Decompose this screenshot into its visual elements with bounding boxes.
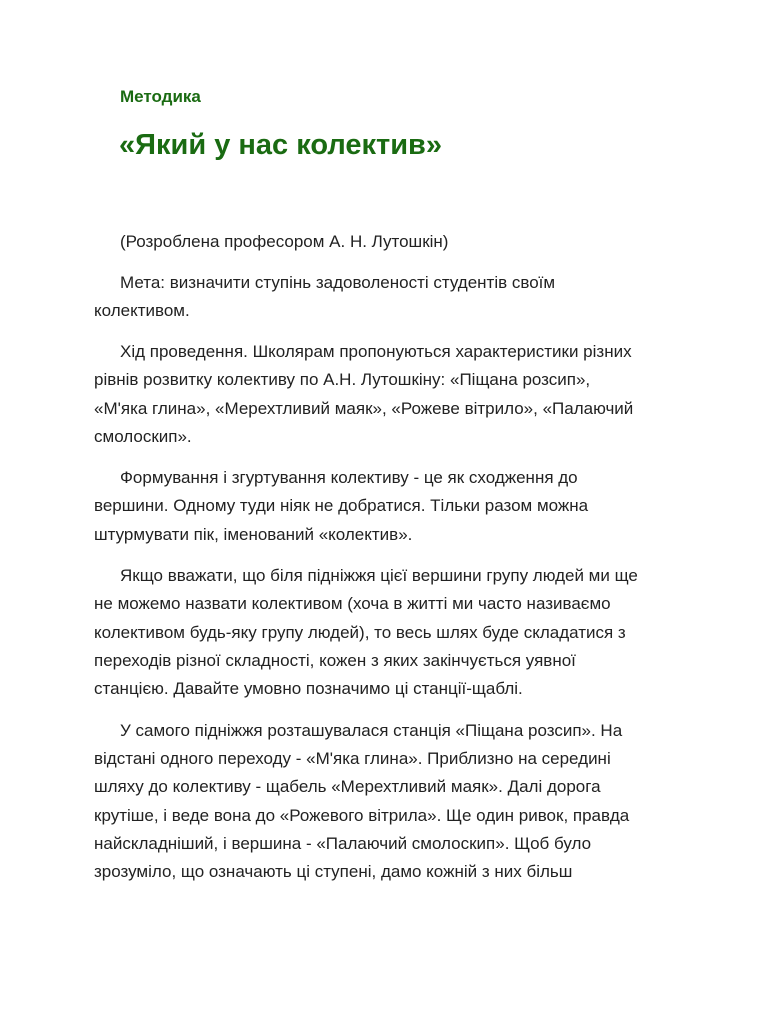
paragraph-line: Формування і згуртування колективу - це як сходження до xyxy=(120,468,578,487)
paragraph-line: «М'яка глина», «Мерехтливий маяк», «Рожеве вітрило», «Палаючий xyxy=(94,399,634,418)
author-note: (Розроблена професором А. Н. Лутошкін) xyxy=(120,232,449,251)
paragraph-line: переходів різної складності, кожен з яких закінчується уявної xyxy=(94,651,576,670)
paragraph-line: зрозуміло, що означають ці ступені, дамо кожній з них більш xyxy=(94,862,573,881)
paragraph-line: шляху до колективу - щабель «Мерехтливий маяк». Далі дорога xyxy=(94,777,601,796)
paragraph-line: Хід проведення. Школярам пропонуються характеристики різних xyxy=(120,342,632,361)
page-title: «Який у нас колектив» xyxy=(119,129,443,161)
section-label: Методика xyxy=(120,87,201,106)
paragraph-line: рівнів розвитку колективу по А.Н. Лутошкіну: «Піщана розсип», xyxy=(94,370,591,389)
paragraph-line: відстані одного переходу - «М'яка глина». Приблизно на середині xyxy=(94,749,611,768)
paragraph-line: вершини. Одному туди ніяк не добратися. Тільки разом можна xyxy=(94,496,589,515)
paragraph-line: найскладніший, і вершина - «Палаючий смолоскип». Щоб було xyxy=(94,834,592,853)
paragraph-line: Якщо вважати, що біля підніжжя цієї вершини групу людей ми ще xyxy=(120,566,638,585)
paragraph-line: колективом. xyxy=(94,301,190,320)
paragraph-line: штурмувати пік, іменований «колектив». xyxy=(94,525,413,544)
paragraph-line: не можемо назвати колективом (хоча в житті ми часто називаємо xyxy=(94,594,611,613)
paragraph-line: станцією. Давайте умовно позначимо ці станції-щаблі. xyxy=(94,679,523,698)
paragraph-line: Мета: визначити ступінь задоволеності студентів своїм xyxy=(120,273,556,292)
paragraph-line: У самого підніжжя розташувалася станція «Піщана розсип». На xyxy=(120,721,623,740)
paragraph-line: смолоскип». xyxy=(94,427,192,446)
paragraph-line: колективом будь-яку групу людей), то весь шлях буде складатися з xyxy=(94,623,626,642)
paragraph-line: крутіше, і веде вона до «Рожевого вітрила». Ще один ривок, правда xyxy=(94,806,630,825)
